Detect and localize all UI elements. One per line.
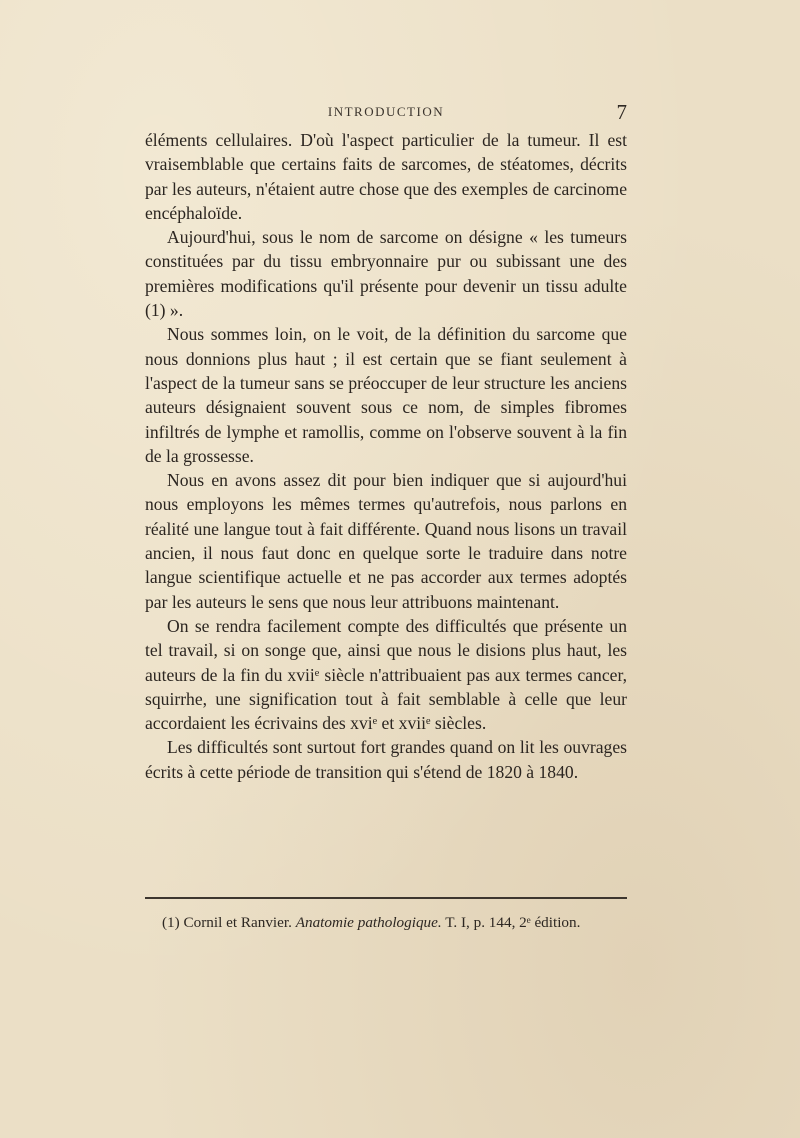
page-number: 7 [616,100,627,124]
footnote-title: Anatomie pathologique. [295,914,442,931]
paragraph: Nous en avons assez dit pour bien indiquer que si aujourd'hui nous employons les mêmes termes qu'autrefois, nous parlons en réalité une langue tout à fait différente. Quand nous lisons un travail ancien, il nous faut donc en quelque sorte le traduire dans notre langue scientifique actuelle et ne pas accorder aux termes adoptés par les auteurs le sens que nous leur attribuons maintenant. [145,470,627,612]
paragraph: Les difficultés sont surtout fort grandes quand on lit les ouvrages écrits à cette période de transition qui s'étend de 1820 à 1840. [145,737,627,782]
footnote-divider [145,897,627,899]
running-title: INTRODUCTION [327,104,445,119]
footnote-citation: (1) Cornil et Ranvier. [162,914,292,931]
paragraph: éléments cellulaires. D'où l'aspect particulier de la tumeur. Il est vraisemblable que certains faits de sarcomes, de stéatomes, décrits par les auteurs, n'étaient autre chose que des exemples de carcinome encéphaloïde. [145,130,627,223]
page-header [145,100,627,124]
footnote [162,914,632,932]
paragraph: Aujourd'hui, sous le nom de sarcome on désigne « les tumeurs constituées par du tissu embryonnaire pur ou subissant une des premières modifications qu'il présente pour devenir un tissu adulte (1) ». [145,227,627,321]
body-text [145,128,627,784]
paragraph: Nous sommes loin, on le voit, de la définition du sarcome que nous donnions plus haut ; il est certain que se fiant seulement à l'aspect de la tumeur sans se préoccuper de leur structure les anciens auteurs désignaient souvent sous ce nom, de simples fibromes infiltrés de lymphe et ramollis, comme on l'observe souvent à la fin de la grossesse. [145,324,627,466]
paragraph: On se rendra facilement compte des difficultés que présente un tel travail, si on songe que, ainsi que nous le disions plus haut, les auteurs de la fin du xviiᵉ siècle n'attribuaient pas aux termes cancer, squirrhe, une signification tout à fait semblable à celle que leur accordaient les écrivains des xviᵉ et xviiᵉ siècles. [145,615,627,734]
footnote-details: T. I, p. 144, 2ᵉ édition. [445,914,581,931]
